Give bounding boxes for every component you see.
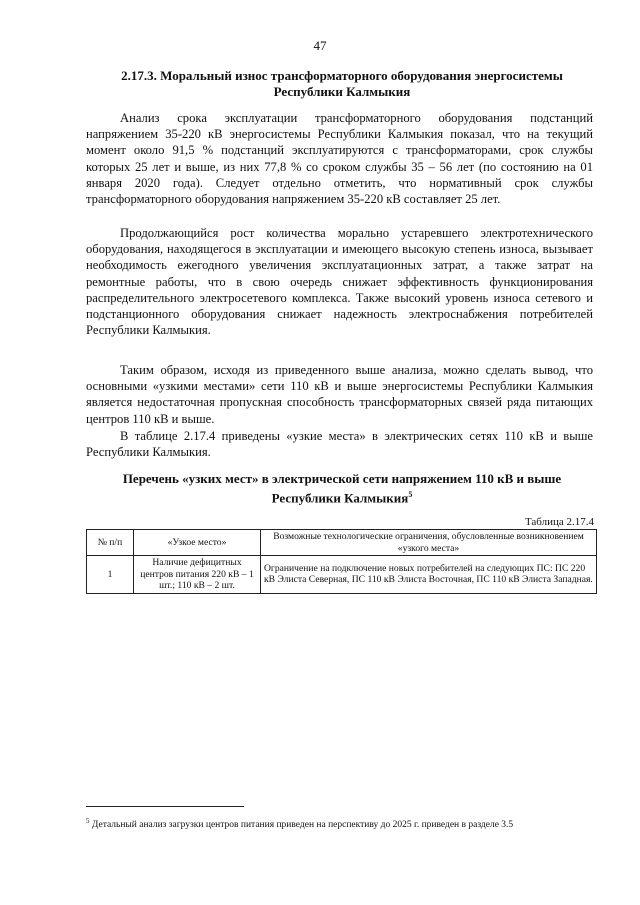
footnote xyxy=(86,815,596,831)
footnote-mark: 5 xyxy=(86,817,90,825)
paragraph-text: Продолжающийся рост количества морально устаревшего электротехнического оборудования, находящегося в эксплуатации и имеющего высокую степень износа, вызывает необходимость ежегодного увеличения эксплуатационных затрат, а также затрат на ремонтные работы, что в свою очередь снижает эффективность функционирования распределительного электросетевого комплекса. Также высокий уровень износа сетевого и подстанционного оборудования снижает надежность электроснабжения потребителей Республики Калмыкия. xyxy=(86,226,593,338)
footnote-text: Детальный анализ загрузки центров питания приведен на перспективу до 2025 г. приведен в разделе 3.5 xyxy=(91,820,514,831)
cell-place: Наличие дефицитных центров питания 220 кВ – 1 шт.; 110 кВ – 2 шт. xyxy=(134,556,261,594)
footnote-reference[interactable]: 5 xyxy=(408,490,413,499)
header-num: № п/п xyxy=(87,530,134,556)
paragraph-text: В таблице 2.17.4 приведены «узкие места» в электрических сетях 110 кВ и выше Республики Калмыкия. xyxy=(86,429,593,460)
section-title-line1: 2.17.3. Моральный износ трансформаторного оборудования энергосистемы xyxy=(121,68,563,83)
table-header-row xyxy=(87,530,597,556)
bottlenecks-table xyxy=(86,529,597,594)
header-place: «Узкое место» xyxy=(134,530,261,556)
table-title-line1: Перечень «узких мест» в электрической сети напряжением 110 кВ и выше xyxy=(122,471,562,486)
header-limits: Возможные технологические ограничения, обусловленные возникновением «узкого места» xyxy=(261,530,597,556)
paragraph-text: Анализ срока эксплуатации трансформаторного оборудования подстанций напряжением 35-220 кВ энергосистемы Республики Калмыкия показал, что на текущий момент около 91,5 % подстанций эксплуатируются с трансформаторами, срок службы которых 25 лет и выше, из них 77,8 % со сроком службы 35 – 56 лет (по состоянию на 01 января 2020 года). Следует отдельно отметить, что нормативный срок службы трансформаторного оборудования напряжением 35-220 кВ составляет 25 лет. xyxy=(86,111,593,207)
paragraph-1 xyxy=(86,110,593,207)
section-title-line2: Республики Калмыкия xyxy=(273,84,411,99)
table-title-line2: Республики Калмыкия$^5$ xyxy=(271,490,413,506)
table-label: Таблица 2.17.4 xyxy=(524,516,594,528)
paragraph-2 xyxy=(86,225,593,338)
paragraph-text: Таким образом, исходя из приведенного выше анализа, можно сделать вывод, что основными «узкими местами» сети 110 кВ и выше энергосистемы Республики Калмыкия является недостаточная пропускная способность трансформаторных связей ряда питающих центров 110 кВ и выше. xyxy=(86,363,593,426)
table-row xyxy=(87,556,597,594)
section-title xyxy=(92,68,592,100)
cell-limits: Ограничение на подключение новых потребителей на следующих ПС: ПС 220 кВ Элиста Северная, ПС 110 кВ Элиста Восточная, ПС 110 кВ Элиста Западная. xyxy=(261,556,597,594)
table-title xyxy=(92,471,592,506)
paragraph-3 xyxy=(86,362,593,427)
page-number: 47 xyxy=(313,38,327,53)
cell-num: 1 xyxy=(87,556,134,594)
paragraph-4 xyxy=(86,428,593,460)
footnote-divider xyxy=(86,806,244,807)
